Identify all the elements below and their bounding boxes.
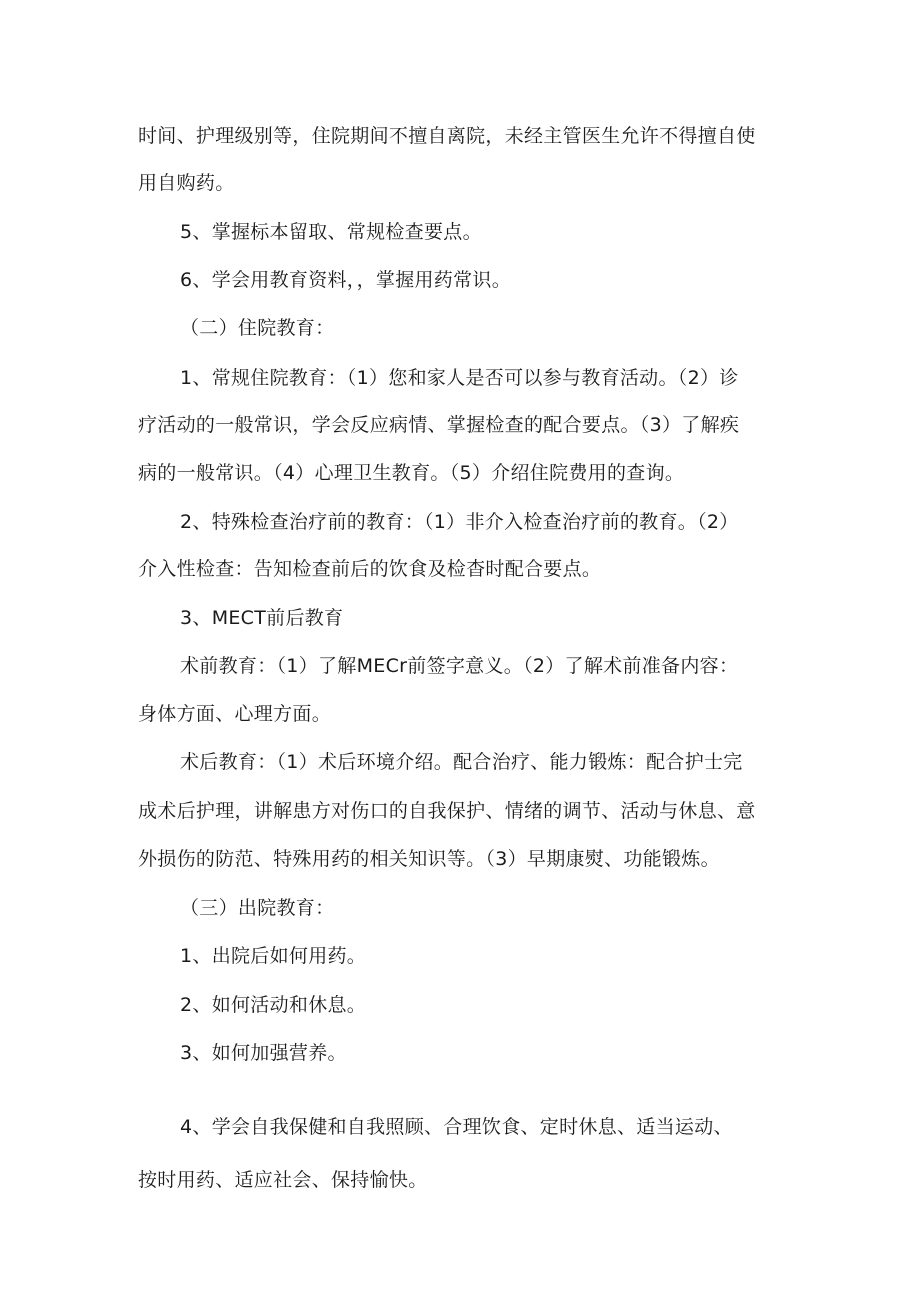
text-line-6: 1、常规住院教育：（1）您和家人是否可以参与教育活动。（2）诊	[180, 367, 739, 389]
section-heading-inpatient: （二）住院教育：	[180, 317, 335, 339]
text-line-20: 3、如何加强营养。	[180, 1042, 347, 1064]
text-line-2: 用自购药。	[138, 172, 235, 194]
text-line-3: 5、掌握标本留取、常规检查要点。	[180, 221, 482, 243]
text-line-15: 成术后护理，讲解患方对伤口的自我保护、情绪的调节、活动与休息、意	[138, 800, 756, 822]
section-heading-discharge: （三）出院教育：	[180, 897, 335, 919]
text-line-19: 2、如何活动和休息。	[180, 994, 367, 1016]
text-line-4: 6、学会用教育资料，，掌握用药常识。	[180, 269, 511, 291]
text-line-10: 介入性检查：告知检查前后的饮食及检杳时配合要点。	[138, 558, 602, 580]
text-line-16: 外损伤的防范、特殊用药的相关知识等。（3）早期康熨、功能锻炼。	[138, 848, 720, 870]
text-line-12: 术前教育：（1）了解MECr前签字意义。（2）了解术前准备内容：	[180, 655, 739, 677]
text-line-7: 疗活动的一般常识，学会反应病情、掌握检查的配合要点。（3）了解疾	[138, 414, 740, 436]
text-line-1: 时间、护理级别等，住院期间不擅自离院，未经主管医生允许不得擅自使	[138, 125, 756, 147]
text-line-9: 2、特殊检查治疗前的教育：（1）非介入检查治疗前的教育。（2）	[180, 511, 739, 533]
text-line-22: 按时用药、适应社会、保持愉快。	[138, 1169, 428, 1191]
text-line-11: 3、MECT前后教育	[180, 607, 344, 629]
text-line-13: 身体方面、心理方面。	[138, 703, 332, 725]
text-line-18: 1、出院后如何用药。	[180, 945, 367, 967]
text-line-14: 术后教育：（1）术后环境介绍。配合治疗、能力锻炼：配合护士完	[180, 751, 743, 773]
text-line-21: 4、学会自我保健和自我照顾、合理饮食、定时休息、适当运动、	[180, 1116, 733, 1138]
text-line-8: 病的一般常识。（4）心理卫生教育。（5）介绍住院费用的查询。	[138, 462, 685, 484]
